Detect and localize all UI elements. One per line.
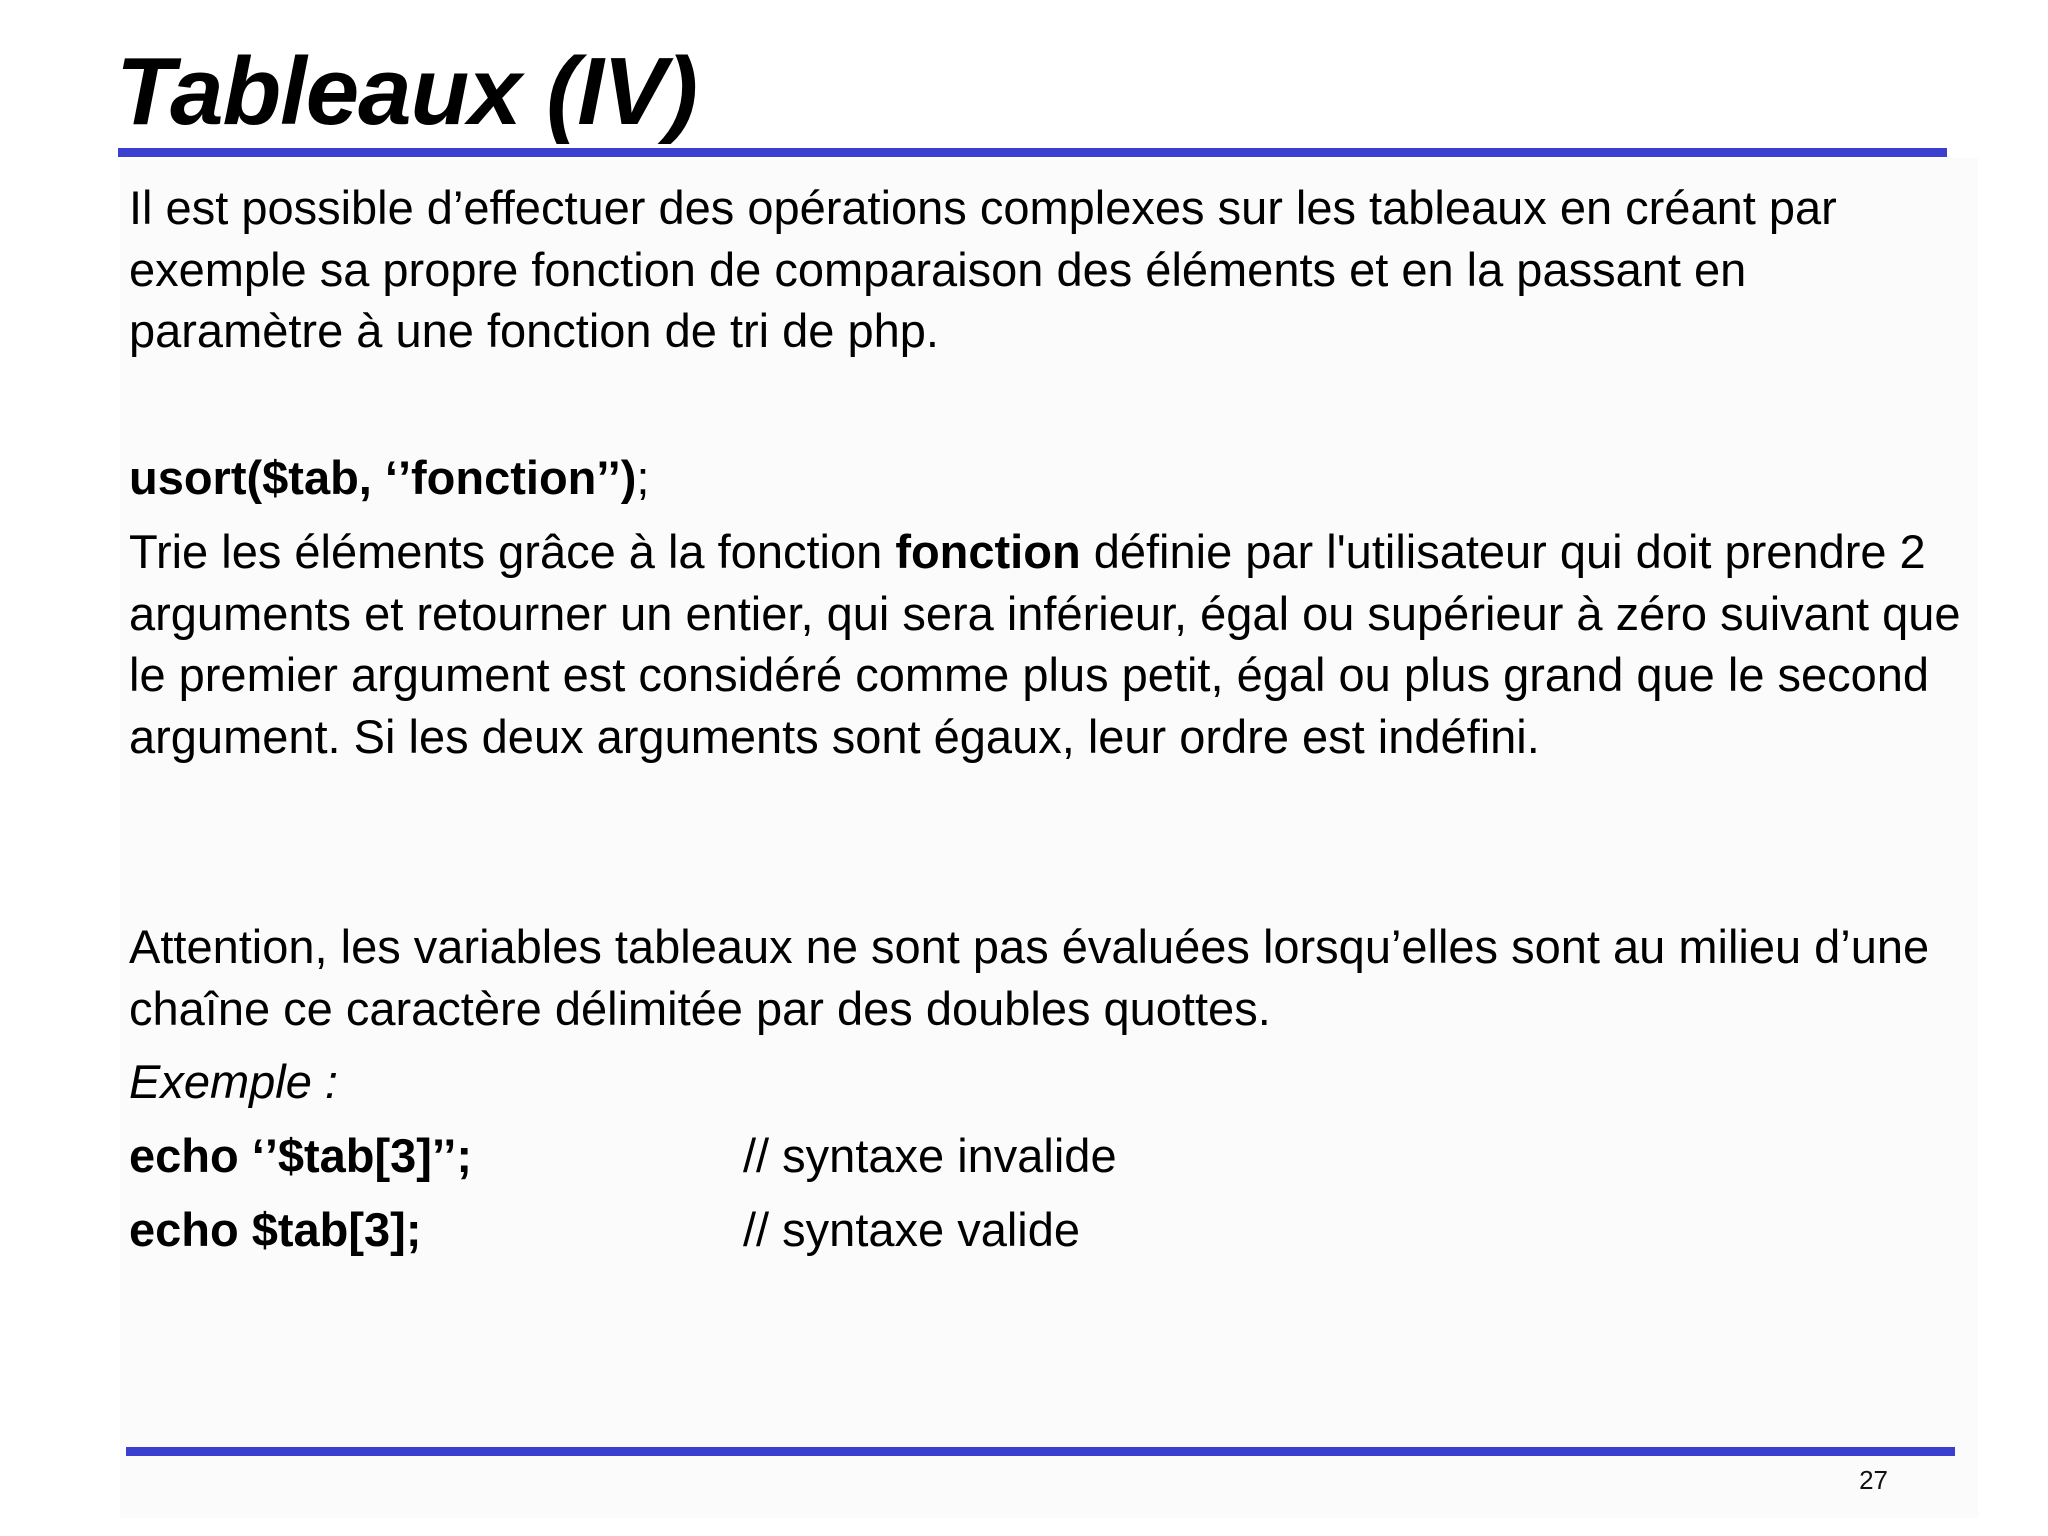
- usort-description-keyword: fonction: [895, 525, 1081, 578]
- example-comment: // syntaxe valide: [743, 1203, 1081, 1256]
- footer-rule: [126, 1447, 1955, 1456]
- example-label: Exemple :: [129, 1055, 338, 1108]
- warning-paragraph: Attention, les variables tableaux ne sont pas évaluées lorsqu’elles sont au milieu d’une chaîne ce caractère délimitée par des doubles quottes.: [129, 920, 1930, 1035]
- example-line-invalid: [129, 1125, 1117, 1187]
- content-panel: [120, 158, 1978, 1518]
- usort-code: usort($tab, ‘’fonction’’): [129, 451, 637, 504]
- usort-terminator: ;: [636, 451, 650, 504]
- usort-description-start: Trie les éléments grâce à la fonction: [129, 525, 896, 578]
- slide-title: Tableaux (IV): [116, 38, 697, 145]
- title-underline: [118, 148, 1947, 157]
- example-comment: // syntaxe invalide: [743, 1129, 1117, 1182]
- example-line-valid: [129, 1199, 1080, 1261]
- intro-paragraph: Il est possible d’effectuer des opérations complexes sur les tableaux en créant par exemple sa propre fonction de comparaison des éléments et en la passant en paramètre à une fonction de tri de php.: [129, 181, 1837, 357]
- usort-description: [129, 521, 1969, 767]
- example-code: echo ‘’$tab[3]’’;: [129, 1129, 472, 1182]
- example-code: echo $tab[3];: [129, 1203, 422, 1256]
- usort-description-end: définie par l'utilisateur qui doit prendre 2 arguments et retourner un entier, qui sera inférieur, égal ou supérieur à zéro suivant que le premier argument est considéré comme plus petit, égal ou plus grand que le second argument. Si les deux arguments sont égaux, leur ordre est indéfini.: [129, 525, 1961, 763]
- usort-signature: [129, 447, 1969, 509]
- page-number: 27: [1859, 1465, 1888, 1495]
